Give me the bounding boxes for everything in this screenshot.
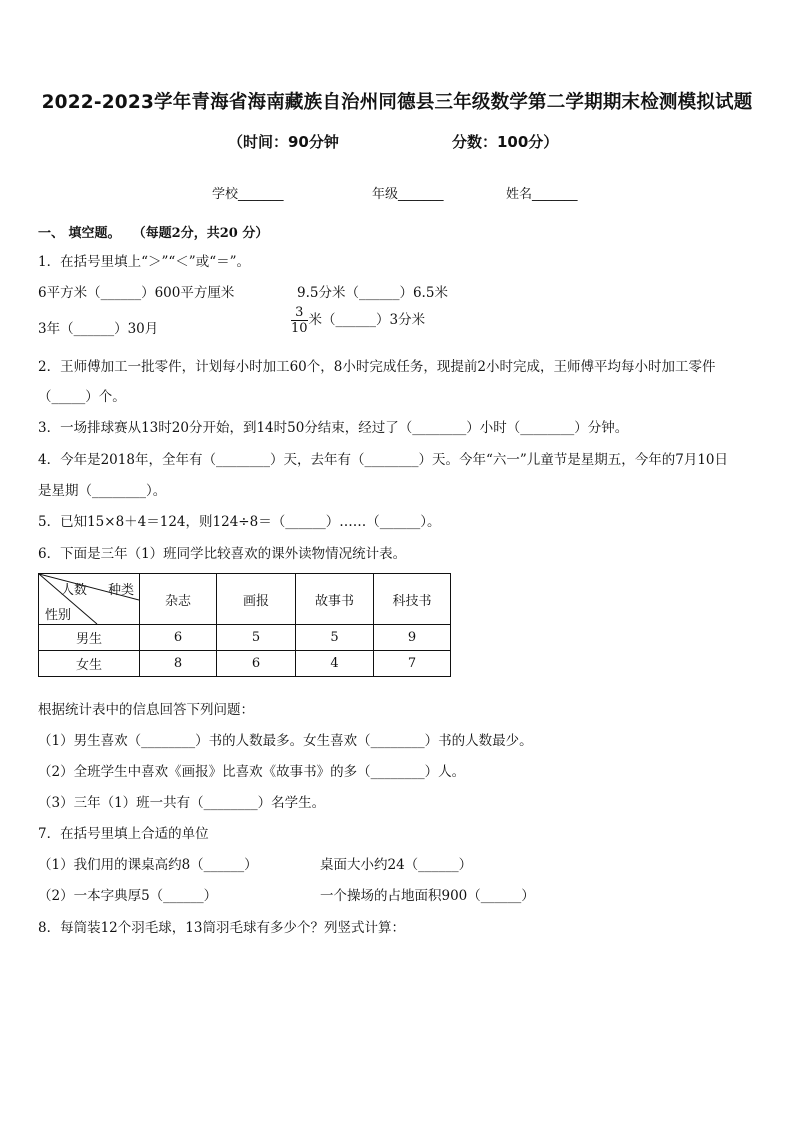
q7-item-d[interactable]: 一个操场的占地面积900（______） <box>320 888 535 904</box>
column-header: 杂志 <box>140 574 217 625</box>
q6-part2[interactable]: （2）全班学生中喜欢《画报》比喜欢《故事书》的多（________）人。 <box>38 764 466 780</box>
q7-item-a[interactable]: （1）我们用的课桌高约8（______） <box>38 857 258 873</box>
column-header: 故事书 <box>296 574 374 625</box>
corner-label-count: 人数 <box>61 583 88 598</box>
page-title: 2022-2023学年青海省海南藏族自治州同德县三年级数学第二学期期末检测模拟试题 <box>41 92 753 113</box>
q7-stem: 7．在括号里填上合适的单位 <box>38 826 209 842</box>
q6-part3[interactable]: （3）三年（1）班一共有（________）名学生。 <box>38 795 326 811</box>
q6-intro: 根据统计表中的信息回答下列问题： <box>38 702 254 718</box>
table-row <box>39 625 451 651</box>
q1-item-d[interactable] <box>291 305 425 336</box>
row-label: 男生 <box>39 625 140 651</box>
column-header: 画报 <box>217 574 296 625</box>
column-header: 科技书 <box>374 574 451 625</box>
fraction <box>291 305 308 336</box>
section-heading <box>38 222 268 241</box>
q8: 8．每筒装12个羽毛球，13筒羽毛球有多少个？列竖式计算： <box>38 920 405 936</box>
table-cell: 9 <box>374 625 451 651</box>
row-label: 女生 <box>39 651 140 677</box>
table-cell: 5 <box>296 625 374 651</box>
q1-item-a[interactable]: 6平方米（______）600平方厘米 <box>38 285 235 301</box>
table-corner-cell <box>39 574 140 625</box>
q1-item-c[interactable]: 3年（______）30月 <box>38 321 159 337</box>
q7-item-c[interactable]: （2）一本字典厚5（______） <box>38 888 218 904</box>
table-cell: 7 <box>374 651 451 677</box>
school-field[interactable]: 学校_______ <box>212 187 284 202</box>
q6-part1[interactable]: （1）男生喜欢（________）书的人数最多。女生喜欢（________）书的人数最少。 <box>38 733 533 749</box>
q3[interactable]: 3．一场排球赛从13时20分开始，到14时50分结束，经过了（________）小时（________）分钟。 <box>38 420 629 436</box>
statistics-table <box>38 573 451 677</box>
section-note: （每题2分，共20 分） <box>132 226 269 241</box>
table-row <box>39 651 451 677</box>
q4-line2[interactable]: 是星期（________）。 <box>38 483 167 499</box>
table-cell: 5 <box>217 625 296 651</box>
name-field[interactable]: 姓名_______ <box>506 187 578 202</box>
q2-line1: 2．王师傅加工一批零件，计划每小时加工60个，8小时完成任务，现提前2小时完成，王师傅平均每小时加工零件 <box>38 359 716 375</box>
table-cell: 8 <box>140 651 217 677</box>
q4-line1: 4．今年是2018年，全年有（________）天，去年有（________）天。今年“六一”儿童节是星期五，今年的7月10日 <box>38 452 729 468</box>
q6-stem: 6．下面是三年（1）班同学比较喜欢的课外读物情况统计表。 <box>38 546 407 562</box>
table-cell: 6 <box>217 651 296 677</box>
q1-item-d-text: 米（______）3分米 <box>308 312 426 328</box>
section-title: 一、 填空题。 <box>38 226 121 241</box>
table-cell: 4 <box>296 651 374 677</box>
grade-field[interactable]: 年级_______ <box>372 187 444 202</box>
exam-time: （时间：90分钟 <box>228 133 339 151</box>
corner-label-gender: 性别 <box>45 608 72 623</box>
q5[interactable]: 5．已知15×8＋4＝124，则124÷8＝（______）……（______）。 <box>38 514 441 530</box>
exam-score: 分数：100分） <box>452 133 559 151</box>
table-cell: 6 <box>140 625 217 651</box>
q1-stem: 1．在括号里填上“＞”“＜”或“＝”。 <box>38 254 250 270</box>
fraction-denominator: 10 <box>291 321 308 336</box>
fraction-numerator: 3 <box>291 305 308 321</box>
q1-item-b[interactable]: 9.5分米（______）6.5米 <box>297 285 448 301</box>
table-header-row <box>39 574 451 625</box>
corner-label-type: 种类 <box>108 583 135 598</box>
q7-item-b[interactable]: 桌面大小约24（______） <box>320 857 473 873</box>
q2-line2[interactable]: （_____）个。 <box>38 389 126 405</box>
